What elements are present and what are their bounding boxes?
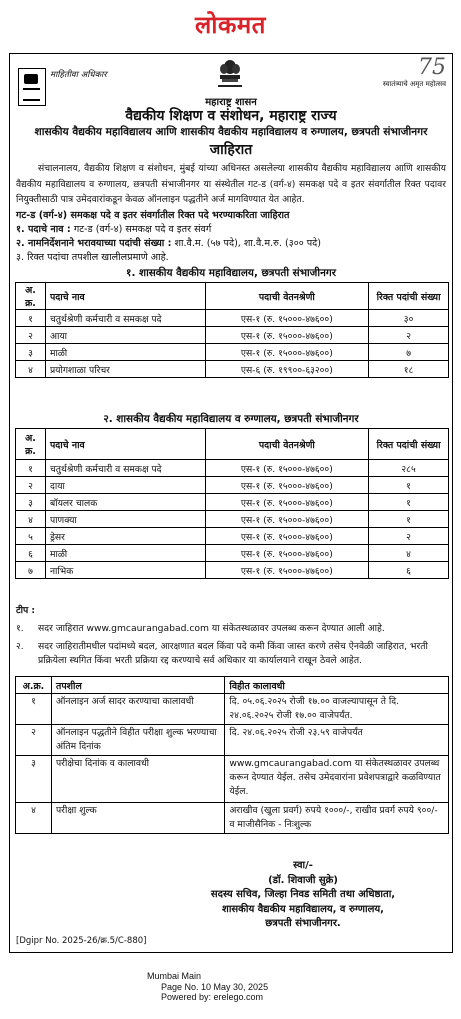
cell: माळी	[45, 545, 205, 562]
national-emblem-icon	[216, 58, 244, 92]
table2-title: २. शासकीय वैद्यकीय महाविद्यालय व रुग्णालय, छत्रपती संभाजीनगर	[103, 413, 359, 425]
col-post-name: पदाचे नाव	[45, 283, 205, 310]
page-footer	[147, 971, 268, 1003]
cell: १	[369, 477, 449, 494]
cell: १	[369, 494, 449, 511]
signatory-title-2: शासकीय वैद्यकीय महाविद्यालय, व रुग्णालय,	[222, 903, 384, 915]
cell: www.gmcaurangabad.com या संकेतस्थळावर उपलब्ध करून देण्यात येईल. तसेच उमेदवारांना प्रवेशपत्राद्वारे कळविण्यात येईल.	[225, 756, 449, 803]
cell: ६	[16, 545, 46, 562]
cell: अराखीव (खुला प्रवर्ग) रुपये १०००/-, राखीव प्रवर्ग रुपये ९००/- व माजीसैनिक - निःशुल्क	[225, 803, 449, 834]
point-1-label: १. पदाचे नाव :	[16, 224, 71, 235]
table-row	[16, 694, 449, 725]
section-title: गट-ड (वर्ग-४) समकक्ष पदे व इतर संवर्गातील रिक्त पदे भरण्याकरिता जाहिरात	[16, 210, 290, 221]
cell: २	[16, 477, 46, 494]
note-1-text: सदर जाहिरात www.gmcaurangabad.com या संकेतस्थळावर उपलब्ध करून देण्यात आली आहे.	[38, 623, 385, 634]
cell: एस-१ (रु. १५०००-४७६००)	[205, 477, 369, 494]
table-header-row	[16, 429, 449, 460]
note-2-text: सदर जाहिरातीमधील पदांमध्ये बदल, आरक्षणात बदल किंवा पदे कमी किंवा जास्त करणे तसेच ऐनवेळी जाहिरात, भरती प्रक्रियेला स्थगित किंवा भरती प्रक्रिया रद्द करण्याचे सर्व अधिकार या कार्यालयाने राखून ठेवले आहेत.	[38, 641, 428, 666]
cell: ६	[369, 562, 449, 579]
col-post-name: पदाचे नाव	[45, 429, 205, 460]
powered-by: Powered by: erelego.com	[161, 992, 264, 1002]
cell: एस-१ (रु. १५०००-४७६००)	[205, 511, 369, 528]
cell: २	[16, 327, 46, 344]
notes-title: टीप :	[16, 605, 36, 616]
cell: ४	[16, 511, 46, 528]
point-2-label: २. नामनिर्देशनाने भरावयाच्या पदांची संख्या :	[16, 238, 172, 249]
table-row	[16, 528, 449, 545]
cell: परीक्षा शुल्क	[51, 803, 224, 834]
azadi-logo-text: स्वातंत्र्याचे अमृत महोत्सव	[382, 80, 446, 88]
table-row	[16, 756, 449, 803]
cell: पाणक्या	[45, 511, 205, 528]
signatory-title-3: छत्रपती संभाजीनगर.	[265, 918, 341, 929]
cell: एस-१ (रु. १५०००-४७६००)	[205, 327, 369, 344]
college-title: शासकीय वैद्यकीय महाविद्यालय आणि शासकीय वैद्यकीय महाविद्यालय व रुग्णालय, छत्रपती संभाजीनगर	[34, 126, 428, 138]
rti-logo-text: माहितीवा अधिकार	[50, 70, 107, 80]
point-1-text: गट-ड (वर्ग-४) समकक्ष पदे व इतर संवर्ग	[70, 224, 212, 235]
col-pay-scale: पदाची वेतनश्रेणी	[205, 283, 369, 310]
cell: १	[16, 460, 46, 477]
table-row	[16, 725, 449, 756]
table-row	[16, 545, 449, 562]
cell: एस-१ (रु. १५०००-४७६००)	[205, 460, 369, 477]
cell: १	[369, 511, 449, 528]
cell: चतुर्थश्रेणी कर्मचारी व समकक्ष पदे	[45, 310, 205, 327]
cell: ४	[16, 361, 46, 378]
cell: ऑनलाइन अर्ज सादर करण्याचा कालावधी	[51, 694, 224, 725]
department-title: वैद्यकीय शिक्षण व संशोधन, महाराष्ट्र राज्य	[125, 108, 337, 124]
table-row	[16, 310, 449, 327]
cell: ४	[16, 803, 52, 834]
table1-title: १. शासकीय वैद्यकीय महाविद्यालय, छत्रपती संभाजीनगर	[126, 267, 336, 279]
cell: चतुर्थश्रेणी कर्मचारी व समकक्ष पदे	[45, 460, 205, 477]
cell: ३०	[369, 310, 449, 327]
cell: ४	[369, 545, 449, 562]
cell: प्रयोगशाळा परिचर	[45, 361, 205, 378]
point-2	[16, 237, 446, 251]
cell: ३	[16, 494, 46, 511]
cell: आया	[45, 327, 205, 344]
cell: नाभिक	[45, 562, 205, 579]
cell: ३	[16, 344, 46, 361]
signature-block	[160, 859, 446, 932]
table-header-row	[16, 283, 449, 310]
cell: एस-१ (रु. १५०००-४७६००)	[205, 494, 369, 511]
point-2-text: शा.वै.म. (५७ पदे), शा.वै.म.रु. (३०० पदे)	[171, 238, 322, 249]
cell: २	[369, 327, 449, 344]
vacancy-table-1	[15, 282, 449, 378]
point-1	[16, 223, 446, 237]
page-info: Page No. 10 May 30, 2025	[161, 981, 269, 992]
cell: २	[16, 725, 52, 756]
cell: ऑनलाइन पद्धतीने विहीत परीक्षा शुल्क भरण्याचा अंतिम दिनांक	[51, 725, 224, 756]
cell: एस-१ (रु. १५०००-४७६००)	[205, 310, 369, 327]
cell: ७	[369, 344, 449, 361]
cell: २८५	[369, 460, 449, 477]
cell: १	[16, 694, 52, 725]
col-vacancies: रिक्त पदांची संख्या	[369, 429, 449, 460]
cell: एस-१ (रु. १५०००-४७६००)	[205, 562, 369, 579]
point-3-text: ३. रिक्त पदांचा तपशील खालीलप्रमाणे आहे.	[16, 252, 169, 263]
advertisement-box	[9, 53, 453, 953]
cell: १	[16, 310, 46, 327]
signatory-name: (डॉ. शिवाजी सुक्रे)	[268, 874, 338, 886]
cell: एस-१ (रु. १५०००-४७६००)	[205, 545, 369, 562]
cell: एस-६ (रु. १९९००-६३२००)	[205, 361, 369, 378]
signature-sd: स्वा/-	[293, 860, 313, 871]
cell: दाया	[45, 477, 205, 494]
signatory-title-1: सदस्य सचिव, जिल्हा निवड समिती तथा अधिष्ठाता,	[210, 889, 396, 900]
note-2	[16, 640, 446, 668]
notice-heading: जाहिरात	[209, 142, 253, 158]
cell: ५	[16, 528, 46, 545]
lokmat-logo: लोकमत	[195, 10, 266, 39]
table-row	[16, 344, 449, 361]
cell: ३	[16, 756, 52, 803]
note-1-number: १.	[16, 623, 24, 634]
vacancy-table-2	[15, 428, 449, 579]
note-1	[16, 622, 446, 636]
newspaper-masthead	[0, 0, 461, 42]
table-row	[16, 803, 449, 834]
cell: ७	[16, 562, 46, 579]
col-sr-no: अ. क्र.	[16, 283, 46, 310]
schedule-table	[15, 676, 449, 834]
azadi-logo-number: 75	[418, 55, 446, 80]
cell: दि. २४.०६.२०२५ रोजी २३.५९ वाजेपर्यंत	[225, 725, 449, 756]
cell: ड्रेसर	[45, 528, 205, 545]
col-detail: तपशील	[51, 677, 224, 694]
table-row	[16, 477, 449, 494]
table-row	[16, 460, 449, 477]
cell: १८	[369, 361, 449, 378]
table-row	[16, 562, 449, 579]
cell: बॉयलर चालक	[45, 494, 205, 511]
table-row	[16, 494, 449, 511]
cell: २	[369, 528, 449, 545]
cell: दि. ०५.०६.२०२५ रोजी १७.०० वाजल्यापासून ते दि. २४.०६.२०२५ रोजी १७.०० वाजेपर्यंत.	[225, 694, 449, 725]
point-3	[16, 251, 446, 265]
table-row	[16, 327, 449, 344]
table-row	[16, 511, 449, 528]
note-2-number: २.	[16, 641, 24, 652]
intro-paragraph: संचालनालय, वैद्यकीय शिक्षण व संशोधन, मुंबई यांच्या अधिनस्त असलेल्या शासकीय वैद्यकीय महाविद्यालय आणि शासकीय वैद्यकीय महाविद्यालय व रुग्णालय, छत्रपती संभाजीनगर या संस्थेतील गट-ड (वर्ग-४) समकक्ष पदे व इतर संवर्गातील रिक्त पदावर नियुक्तीसाठी पात्र उमेदवारांकडून केवळ ऑनलाइन पद्धतीने अर्ज मागविण्यात येत आहेत.	[16, 163, 446, 205]
col-vacancies: रिक्त पदांची संख्या	[369, 283, 449, 310]
col-sr-no: अ.क्र.	[16, 677, 52, 694]
col-sr-no: अ. क्र.	[16, 429, 46, 460]
edition-name: Mumbai Main	[147, 971, 202, 981]
table-header-row	[16, 677, 449, 694]
cell: परीक्षेचा दिनांक व कालावधी	[51, 756, 224, 803]
cell: माळी	[45, 344, 205, 361]
table-row	[16, 361, 449, 378]
government-name: महाराष्ट्र शासन	[205, 97, 257, 108]
cell: एस-१ (रु. १५०००-४७६००)	[205, 528, 369, 545]
cell: एस-१ (रु. १५०००-४७६००)	[205, 344, 369, 361]
col-pay-scale: पदाची वेतनश्रेणी	[205, 429, 369, 460]
dgipr-reference: [Dgipr No. 2025-26/क्र.5/C-880]	[16, 936, 147, 946]
col-period: विहीत कालावधी	[225, 677, 449, 694]
